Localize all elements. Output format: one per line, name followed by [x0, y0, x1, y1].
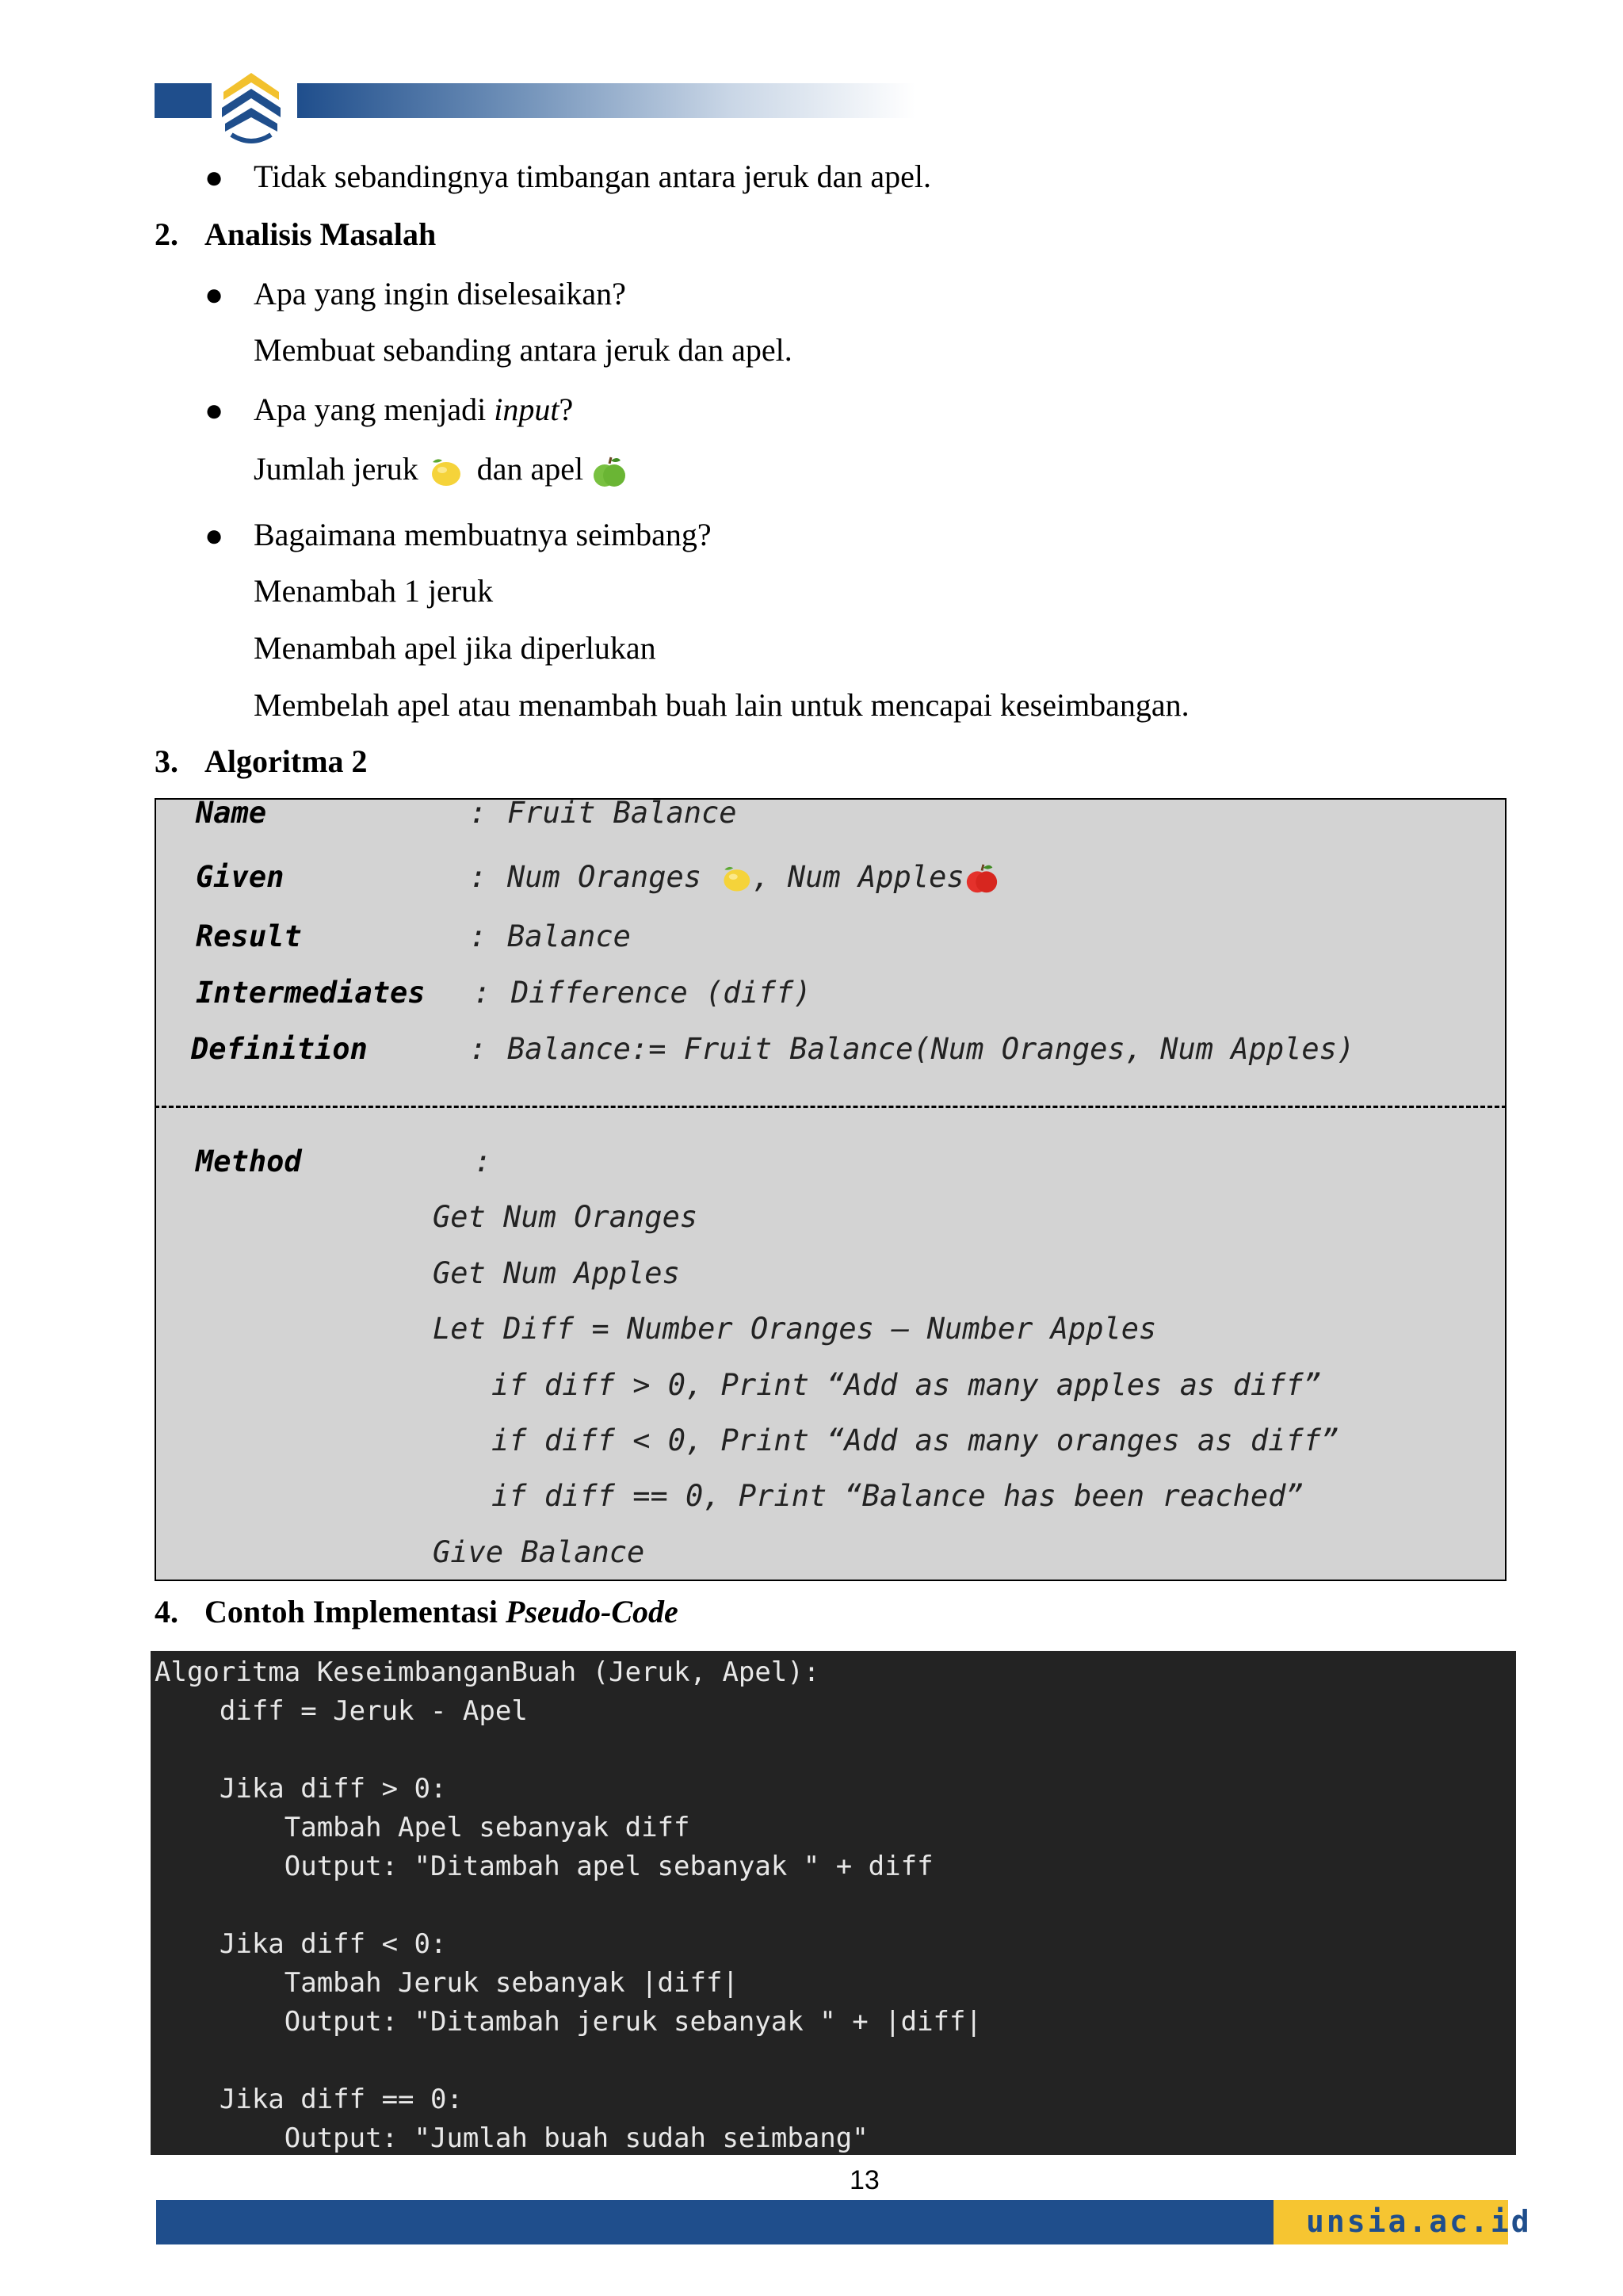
algorithm-box: [155, 798, 1507, 1581]
bullet-dot: ●: [204, 277, 224, 312]
code-line: diff = Jeruk - Apel: [155, 1695, 528, 1727]
header-bar-left: [155, 83, 212, 118]
code-line: Jika diff > 0:: [155, 1773, 447, 1805]
algo-value-intermediates: Difference (diff): [511, 976, 812, 1010]
section2-title: Analisis Masalah: [204, 216, 437, 252]
lemon-icon: [426, 454, 463, 491]
algo-colon: :: [469, 796, 487, 830]
algo-colon: :: [469, 1032, 487, 1066]
answer-3-2: Menambah apel jika diperlukan: [254, 630, 656, 666]
algo-colon: :: [474, 1144, 492, 1179]
code-line: Tambah Apel sebanyak diff: [155, 1812, 690, 1843]
code-line: Output: "Ditambah apel sebanyak " + diff: [155, 1851, 934, 1882]
algo-value-definition: Balance:= Fruit Balance(Num Oranges, Num Apples): [507, 1032, 1355, 1066]
section4-title: Contoh Implementasi Pseudo-Code: [204, 1594, 678, 1629]
algo-key-result: Result: [196, 919, 302, 953]
red-apple-icon: [964, 861, 999, 896]
green-apple-icon: [591, 454, 628, 491]
method-line: Let Diff = Number Oranges – Number Apples: [433, 1312, 1157, 1346]
algo-key-name: Name: [196, 796, 267, 830]
algo-key-intermediates: Intermediates: [196, 976, 426, 1010]
top-bullet-text: Tidak sebandingnya timbangan antara jeruk dan apel.: [254, 159, 931, 194]
algo-key-method: Method: [196, 1144, 302, 1179]
method-line: if diff > 0, Print “Add as many apples as diff”: [491, 1368, 1321, 1402]
lemon-icon: [719, 862, 752, 896]
code-line: Tambah Jeruk sebanyak |diff|: [155, 1967, 739, 1999]
algo-value-name: Fruit Balance: [507, 796, 737, 830]
question-2: Apa yang menjadi input?: [254, 392, 574, 427]
section4-number: 4.: [155, 1594, 178, 1629]
question-1: Apa yang ingin diselesaikan?: [254, 276, 626, 311]
question-3: Bagaimana membuatnya seimbang?: [254, 517, 712, 552]
method-line: if diff == 0, Print “Balance has been reached”: [491, 1479, 1304, 1513]
algo-value-given: Num Oranges , Num Apples: [507, 860, 999, 896]
code-line: Output: "Ditambah jeruk sebanyak " + |diff|: [155, 2006, 982, 2038]
method-line: Give Balance: [433, 1535, 645, 1569]
section3-title: Algoritma 2: [204, 743, 368, 779]
method-line: Get Num Oranges: [433, 1200, 698, 1234]
code-line: Algoritma KeseimbanganBuah (Jeruk, Apel):: [155, 1656, 820, 1688]
algo-key-definition: Definition: [191, 1032, 368, 1066]
algo-value-result: Balance: [507, 919, 631, 953]
algo-colon: :: [469, 860, 487, 894]
page-number: 13: [850, 2165, 880, 2195]
footer-site-text: unsia.ac.id: [1306, 2204, 1532, 2239]
bullet-dot: ●: [204, 159, 224, 195]
algo-colon: :: [473, 976, 491, 1010]
algorithm-separator: [155, 1106, 1507, 1108]
section2-number: 2.: [155, 216, 178, 252]
algo-colon: :: [469, 919, 487, 953]
answer-3-3: Membelah apel atau menambah buah lain untuk mencapai keseimbangan.: [254, 687, 1190, 723]
method-line: if diff < 0, Print “Add as many oranges as diff”: [491, 1423, 1339, 1457]
algo-key-given: Given: [196, 860, 285, 894]
answer-2: Jumlah jeruk dan apel: [254, 450, 628, 491]
answer-3-1: Menambah 1 jeruk: [254, 573, 494, 609]
code-line: Jika diff < 0:: [155, 1928, 447, 1960]
section3-number: 3.: [155, 743, 178, 779]
answer-1: Membuat sebanding antara jeruk dan apel.: [254, 332, 792, 368]
bullet-dot: ●: [204, 392, 224, 428]
code-line: Jika diff == 0:: [155, 2084, 463, 2115]
code-line: Output: "Jumlah buah sudah seimbang": [155, 2122, 869, 2154]
header-bar-gradient: [297, 83, 915, 118]
method-line: Get Num Apples: [433, 1256, 680, 1290]
footer-bar: [156, 2200, 1274, 2244]
bullet-dot: ●: [204, 518, 224, 553]
unsia-logo: [208, 62, 295, 149]
